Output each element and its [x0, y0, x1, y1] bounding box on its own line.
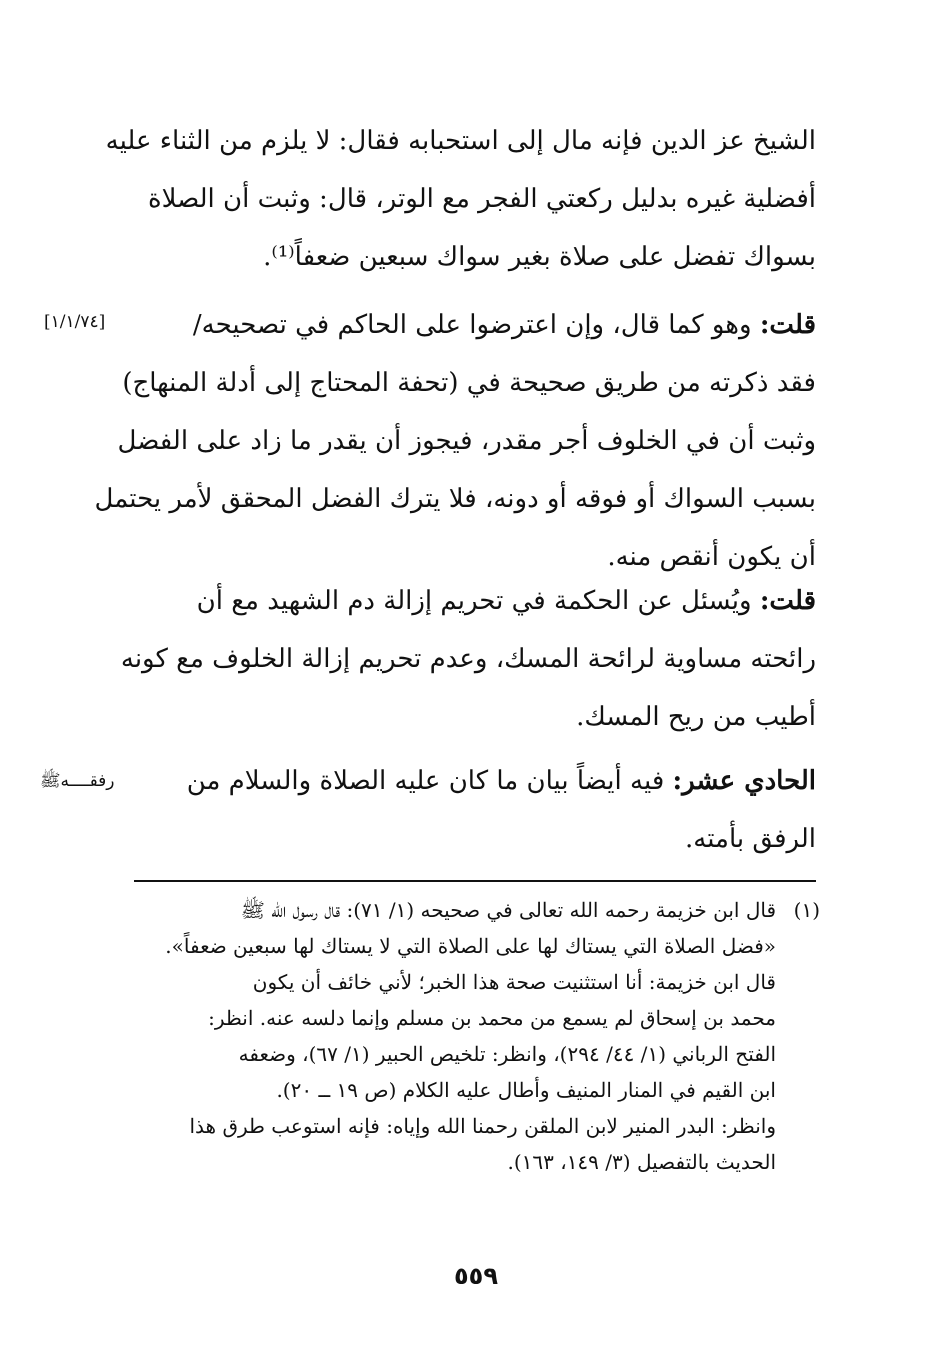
- p1-line-3: بسواك تفضل على صلاة بغير سواك سبعين ضعفاً⁽¹⁾.: [263, 242, 816, 272]
- p2-label: قلت:: [759, 310, 816, 340]
- p3-line-3: أطيب من ريح المسك.: [576, 702, 816, 732]
- p4-line-1-text: فيه أيضاً بيان ما كان عليه الصلاة والسلام من: [186, 766, 673, 796]
- p3-line-1-text: ويُسئل عن الحكمة في تحريم إزالة دم الشهيد مع أن: [196, 586, 760, 616]
- margin-page-reference: [١/١/٧٤]: [44, 312, 106, 332]
- p1-line-1: الشيخ عز الدين فإنه مال إلى استحبابه فقال: لا يلزم من الثناء عليه: [105, 126, 816, 156]
- p3-label: قلت:: [759, 586, 816, 616]
- p2-line-1: [136, 296, 816, 354]
- footnote-line-2: «فضل الصلاة التي يستاك لها على الصلاة التي لا يستاك لها سبعين ضعفاً».: [165, 934, 776, 958]
- p2-line-4: بسبب السواك أو فوقه أو دونه، فلا يترك الفضل المحقق لأمر يحتمل: [94, 484, 816, 514]
- footnote-line-3: قال ابن خزيمة: أنا استثنيت صحة هذا الخبر؛ لأني خائف أن يكون: [252, 970, 776, 994]
- footnote-line-1-text: قال ابن خزيمة رحمه الله تعالى في صحيحه (١/ ٧١): قال رسول الله ﷺ: [240, 898, 776, 922]
- footnotes: [120, 892, 820, 1180]
- p2-line-3: وثبت أن في الخلوف أجر مقدر، فيجوز أن يقدر ما زاد على الفضل: [117, 426, 816, 456]
- p2-line-1-text: وهو كما قال، وإن اعترضوا على الحاكم في تصحيحه/: [192, 310, 760, 340]
- p2-line-2: فقد ذكرته من طريق صحيحة في (تحفة المحتاج إلى أدلة المنهاج): [122, 368, 816, 398]
- footnote-line-6: ابن القيم في المنار المنيف وأطال عليه الكلام (ص ١٩ ــ ٢٠).: [276, 1078, 776, 1102]
- paragraph-2: [94, 296, 816, 586]
- footnote-separator: [134, 880, 816, 882]
- footnote-line-5: الفتح الرباني (١/ ٤٤/ ٢٩٤)، وانظر: تلخيص الحبير (١/ ٦٧)، وضعفه: [238, 1042, 776, 1066]
- p3-line-2: رائحته مساوية لرائحة المسك، وعدم تحريم إزالة الخلوف مع كونه: [120, 644, 816, 674]
- margin-side-note: رفقــــهﷺ: [40, 771, 115, 791]
- p3-line-1: [136, 572, 816, 630]
- p4-line-1: [136, 752, 816, 810]
- paragraph-4: [136, 752, 816, 868]
- page-number: ٥٥٩: [454, 1262, 498, 1290]
- footnote-line-1: [120, 892, 820, 928]
- p4-line-2: الرفق بأمته.: [684, 824, 816, 854]
- p1-line-2: أفضلية غيره بدليل ركعتي الفجر مع الوتر، قال: وثبت أن الصلاة: [147, 184, 816, 214]
- paragraph-1: [105, 112, 816, 286]
- p4-label: الحادي عشر:: [672, 766, 816, 796]
- footnote-line-7: وانظر: البدر المنير لابن الملقن رحمنا الله وإياه: فإنه استوعب طرق هذا: [189, 1114, 776, 1138]
- footnote-line-4: محمد بن إسحاق لم يسمع من محمد بن مسلم وإنما دلسه عنه. انظر:: [208, 1006, 776, 1030]
- paragraph-3: [120, 572, 816, 746]
- footnote-number: (١): [793, 898, 820, 922]
- footnote-line-8: الحديث بالتفصيل (٣/ ١٤٩، ١٦٣).: [507, 1150, 776, 1174]
- p2-line-5: أن يكون أنقص منه.: [607, 542, 816, 572]
